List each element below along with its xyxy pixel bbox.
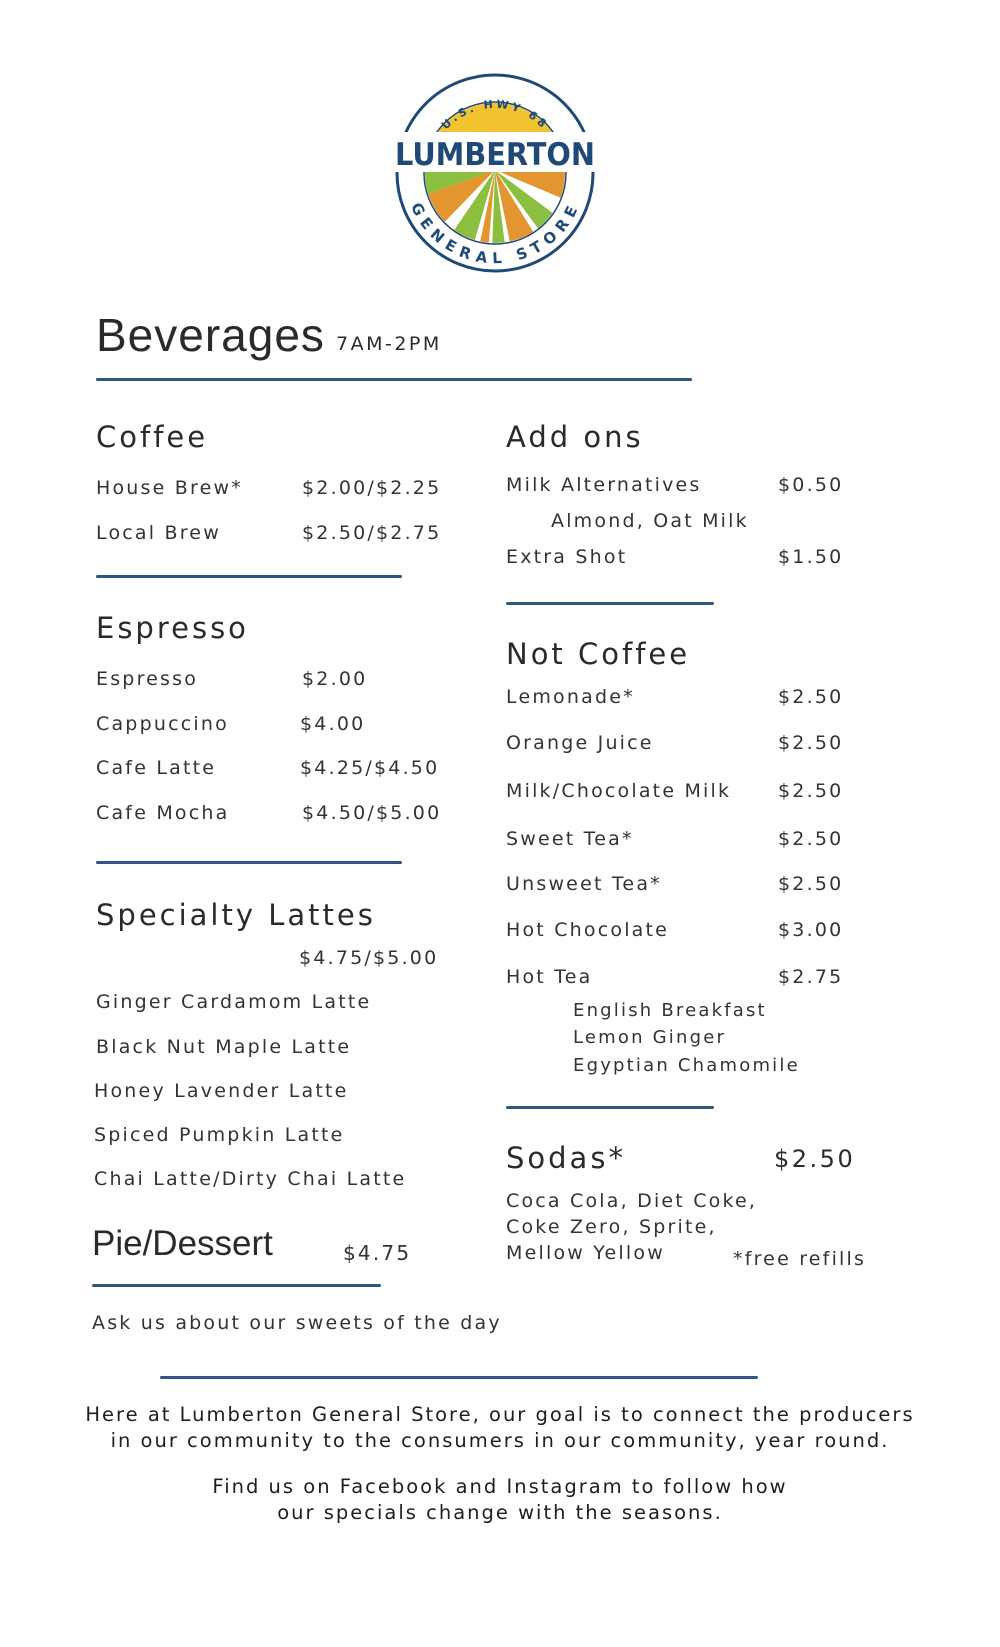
pie-heading: Pie/Dessert — [92, 1224, 273, 1263]
specialty-item: Black Nut Maple Latte — [96, 1036, 352, 1058]
title-divider — [96, 378, 692, 381]
specialty-item: Spiced Pumpkin Latte — [94, 1124, 345, 1146]
notcoffee-item-name: Lemonade* — [506, 686, 635, 708]
coffee-heading: Coffee — [96, 420, 209, 454]
notcoffee-item-price: $2.75 — [778, 966, 844, 988]
notcoffee-item-price: $2.50 — [778, 780, 844, 802]
espresso-item-name: Cafe Latte — [96, 757, 217, 779]
tea-variety: Egyptian Chamomile — [573, 1055, 800, 1076]
menu-hours: 7AM-2PM — [336, 333, 442, 355]
espresso-divider — [96, 861, 402, 864]
footer-mission-line: Here at Lumberton General Store, our goal is to connect the producers — [85, 1403, 915, 1426]
pie-price: $4.75 — [343, 1241, 412, 1265]
specialty-heading: Specialty Lattes — [96, 898, 376, 932]
soda-line: Coke Zero, Sprite, — [506, 1216, 717, 1238]
notcoffee-item-price: $2.50 — [778, 873, 844, 895]
tea-variety: Lemon Ginger — [573, 1027, 727, 1048]
espresso-heading: Espresso — [96, 611, 249, 645]
notcoffee-item-name: Unsweet Tea* — [506, 873, 662, 895]
addons-item-name: Extra Shot — [506, 546, 628, 568]
tea-variety: English Breakfast — [573, 1000, 767, 1021]
espresso-item-price: $4.25/$4.50 — [300, 757, 440, 779]
sodas-heading: Sodas* — [506, 1141, 626, 1175]
addons-item-price: $0.50 — [778, 474, 844, 496]
espresso-item-name: Cappuccino — [96, 713, 229, 735]
addons-item-price: $1.50 — [778, 546, 844, 568]
footer-divider — [160, 1376, 758, 1379]
notcoffee-item-name: Orange Juice — [506, 732, 654, 754]
addons-heading: Add ons — [506, 420, 644, 454]
coffee-item-price: $2.00/$2.25 — [302, 477, 442, 499]
coffee-item-name: House Brew* — [96, 477, 243, 499]
addons-divider — [506, 602, 714, 605]
espresso-item-price: $2.00 — [302, 668, 368, 690]
footer-social-line: Find us on Facebook and Instagram to follow how — [212, 1475, 788, 1498]
logo-badge — [392, 70, 598, 276]
specialty-item: Chai Latte/Dirty Chai Latte — [94, 1168, 407, 1190]
notcoffee-divider — [506, 1106, 714, 1109]
logo-bottom-text: GENERAL STORE — [407, 199, 583, 268]
soda-line: Coca Cola, Diet Coke, — [506, 1190, 758, 1212]
coffee-item-price: $2.50/$2.75 — [302, 522, 442, 544]
coffee-divider — [96, 575, 402, 578]
menu-title: Beverages — [96, 309, 325, 361]
notcoffee-item-price: $2.50 — [778, 828, 844, 850]
notcoffee-item-price: $2.50 — [778, 686, 844, 708]
notcoffee-item-name: Hot Tea — [506, 966, 593, 988]
espresso-item-price: $4.00 — [300, 713, 366, 735]
notcoffee-heading: Not Coffee — [506, 637, 691, 671]
sodas-price: $2.50 — [774, 1145, 856, 1173]
pie-divider — [92, 1284, 381, 1287]
soda-line: Mellow Yellow — [506, 1242, 665, 1264]
logo-top-text: U.S. HWY 68 — [439, 97, 552, 133]
coffee-item-name: Local Brew — [96, 522, 221, 544]
milk-options: Almond, Oat Milk — [551, 510, 749, 532]
specialty-price: $4.75/$5.00 — [299, 947, 439, 969]
notcoffee-item-price: $2.50 — [778, 732, 844, 754]
footer-social-line: our specials change with the seasons. — [277, 1501, 723, 1524]
specialty-item: Ginger Cardamom Latte — [96, 991, 372, 1013]
addons-item-name: Milk Alternatives — [506, 474, 702, 496]
footer-mission-line: in our community to the consumers in our community, year round. — [110, 1429, 890, 1452]
espresso-item-name: Espresso — [96, 668, 199, 690]
espresso-item-price: $4.50/$5.00 — [302, 802, 442, 824]
notcoffee-item-name: Sweet Tea* — [506, 828, 634, 850]
notcoffee-item-price: $3.00 — [778, 919, 844, 941]
notcoffee-item-name: Hot Chocolate — [506, 919, 670, 941]
specialty-item: Honey Lavender Latte — [94, 1080, 349, 1102]
store-logo — [392, 70, 598, 276]
espresso-item-name: Cafe Mocha — [96, 802, 230, 824]
notcoffee-item-name: Milk/Chocolate Milk — [506, 780, 732, 802]
logo-name: LUMBERTON — [395, 137, 595, 173]
pie-note: Ask us about our sweets of the day — [92, 1312, 502, 1334]
free-refills-note: *free refills — [733, 1248, 867, 1270]
